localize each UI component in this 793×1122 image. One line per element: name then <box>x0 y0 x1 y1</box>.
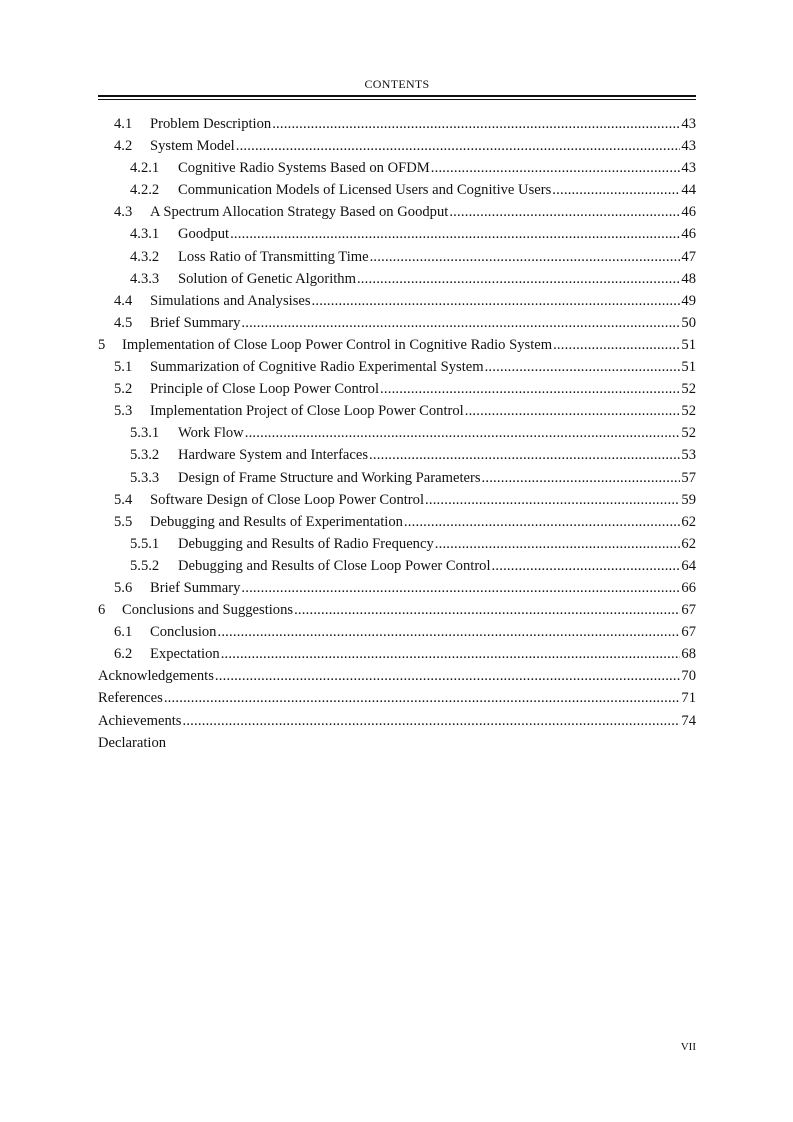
toc-entry-number: 4.5 <box>114 314 133 331</box>
toc-entry-page: 59 <box>681 491 696 508</box>
toc-entry-title: Expectation <box>150 646 220 663</box>
toc-dot-leader <box>485 356 681 378</box>
toc-entry-title: Principle of Close Loop Power Control <box>150 381 380 398</box>
toc-entry-number: 4.4 <box>114 292 133 309</box>
toc-entry-page: 49 <box>681 292 696 309</box>
toc-entry-page: 43 <box>681 116 696 132</box>
toc-entry-page: 68 <box>681 646 696 663</box>
table-of-contents <box>98 113 696 754</box>
toc-entry-number: 5.1 <box>114 359 133 376</box>
header-rule-thick <box>98 95 696 97</box>
toc-entry-title: Declaration <box>98 734 167 751</box>
toc-entry[interactable] <box>98 179 696 201</box>
toc-entry-page: 62 <box>681 535 696 552</box>
toc-entry-page: 44 <box>681 182 696 199</box>
toc-entry-title: Achievements <box>98 712 182 729</box>
toc-entry-page: 47 <box>681 248 696 265</box>
toc-entry-title: System Model <box>150 138 235 155</box>
toc-entry[interactable] <box>98 334 696 356</box>
toc-entry-number: 4.3.2 <box>130 248 160 265</box>
toc-entry-number: 5.5 <box>114 513 133 530</box>
toc-entry-page: 46 <box>681 204 696 221</box>
toc-entry[interactable] <box>98 444 696 466</box>
toc-entry-title: Hardware System and Interfaces <box>178 447 369 464</box>
toc-dot-leader <box>435 533 681 555</box>
toc-dot-leader <box>465 400 681 422</box>
toc-entry-title: Design of Frame Structure and Working Parameters <box>178 469 481 486</box>
toc-entry-page: 48 <box>681 270 696 287</box>
toc-dot-leader <box>245 422 681 444</box>
toc-entry-title: Communication Models of Licensed Users and Cognitive Users <box>178 182 552 199</box>
toc-dot-leader <box>369 444 680 466</box>
toc-entry-number: 5.3.1 <box>130 425 160 442</box>
toc-entry-number: 6.1 <box>114 624 133 641</box>
toc-entry[interactable] <box>98 621 696 643</box>
toc-entry[interactable] <box>98 201 696 223</box>
toc-dot-leader <box>425 489 680 511</box>
toc-dot-leader <box>380 378 680 400</box>
toc-entry-title: Work Flow <box>178 425 244 442</box>
toc-entry[interactable] <box>98 599 696 621</box>
toc-dot-leader <box>431 157 681 179</box>
toc-entry[interactable] <box>98 246 696 268</box>
toc-entry[interactable] <box>98 378 696 400</box>
toc-entry-page: 51 <box>681 336 696 353</box>
toc-entry-number: 4.3.1 <box>130 226 160 243</box>
toc-entry-page: 52 <box>681 381 696 398</box>
toc-dot-leader <box>182 710 680 732</box>
toc-dot-leader <box>241 312 680 334</box>
toc-entry-title: References <box>98 690 163 707</box>
toc-entry-title: Brief Summary <box>150 579 241 596</box>
toc-entry-title: Debugging and Results of Close Loop Power Control <box>178 557 491 574</box>
toc-entry[interactable] <box>98 489 696 511</box>
toc-entry-number: 4.1 <box>114 116 133 132</box>
toc-entry-page: 51 <box>681 359 696 376</box>
toc-entry[interactable] <box>98 533 696 555</box>
toc-entry-number: 5.5.2 <box>130 557 160 574</box>
toc-dot-leader <box>312 290 681 312</box>
toc-entry[interactable] <box>98 135 696 157</box>
toc-entry-page: 46 <box>681 226 696 243</box>
toc-entry-title: Goodput <box>178 226 230 243</box>
toc-entry-page: 50 <box>681 314 696 331</box>
toc-entry-page: 53 <box>681 447 696 464</box>
toc-entry-number: 6 <box>98 602 106 619</box>
toc-dot-leader <box>357 268 680 290</box>
toc-entry-number: 5.3 <box>114 403 133 420</box>
toc-entry-page: 52 <box>681 425 696 442</box>
toc-entry-title: Implementation of Close Loop Power Control in Cognitive Radio System <box>122 336 553 353</box>
toc-dot-leader <box>492 555 681 577</box>
toc-entry-page: 70 <box>681 668 696 685</box>
toc-entry[interactable] <box>98 113 696 135</box>
toc-entry[interactable] <box>98 290 696 312</box>
toc-entry-number: 5.5.1 <box>130 535 160 552</box>
toc-entry-number: 6.2 <box>114 646 133 663</box>
toc-entry-page: 62 <box>681 513 696 530</box>
toc-entry-number: 5.6 <box>114 579 133 596</box>
toc-entry[interactable] <box>98 356 696 378</box>
toc-dot-leader <box>215 665 680 687</box>
toc-entry[interactable] <box>98 157 696 179</box>
toc-entry[interactable] <box>98 665 696 687</box>
toc-entry-page: 67 <box>681 624 696 641</box>
toc-entry-page: 43 <box>681 160 696 177</box>
toc-entry-number: 4.2.1 <box>130 160 160 177</box>
toc-entry-page: 67 <box>681 602 696 619</box>
toc-entry[interactable] <box>98 710 696 732</box>
toc-entry-title: Problem Description <box>150 116 272 132</box>
toc-dot-leader <box>241 577 680 599</box>
toc-dot-leader <box>553 334 680 356</box>
toc-entry-title: Simulations and Analysises <box>150 292 311 309</box>
toc-dot-leader <box>449 201 680 223</box>
toc-entry-page: 64 <box>681 557 696 574</box>
toc-entry[interactable] <box>98 467 696 489</box>
toc-entry[interactable] <box>98 687 696 709</box>
toc-entry-number: 4.2.2 <box>130 182 160 199</box>
toc-entry[interactable] <box>98 577 696 599</box>
toc-entry-page: 71 <box>681 690 696 707</box>
toc-entry-page: 43 <box>681 138 696 155</box>
toc-entry-number: 5.3.3 <box>130 469 160 486</box>
toc-entry-title: Debugging and Results of Experimentation <box>150 513 403 530</box>
toc-entry-number: 4.3.3 <box>130 270 160 287</box>
toc-dot-leader <box>370 246 681 268</box>
toc-entry[interactable] <box>98 643 696 665</box>
toc-entry-title: Cognitive Radio Systems Based on OFDM <box>178 160 430 177</box>
toc-entry[interactable] <box>98 511 696 533</box>
toc-entry-title: Summarization of Cognitive Radio Experimental System <box>150 359 484 376</box>
toc-entry-page: 52 <box>681 403 696 420</box>
toc-entry-number: 4.2 <box>114 138 133 155</box>
toc-entry-number: 5 <box>98 336 106 353</box>
toc-entry-number: 5.3.2 <box>130 447 160 464</box>
toc-entry-page: 57 <box>681 469 696 486</box>
toc-dot-leader <box>164 687 681 709</box>
page-number: VII <box>680 1041 696 1053</box>
toc-entry-title: Loss Ratio of Transmitting Time <box>178 248 369 265</box>
toc-dot-leader <box>217 621 680 643</box>
toc-entry-number: 5.4 <box>114 491 133 508</box>
toc-entry-title: Software Design of Close Loop Power Control <box>150 491 425 508</box>
toc-entry-number: 5.2 <box>114 381 133 398</box>
toc-dot-leader <box>482 467 681 489</box>
toc-entry[interactable] <box>98 732 696 754</box>
toc-entry-page: 74 <box>681 712 696 729</box>
toc-entry-title: Brief Summary <box>150 314 241 331</box>
toc-entry-title: Conclusions and Suggestions <box>122 602 294 619</box>
toc-entry[interactable] <box>98 555 696 577</box>
toc-dot-leader <box>552 179 680 201</box>
toc-dot-leader <box>221 643 681 665</box>
toc-entry-title: Solution of Genetic Algorithm <box>178 270 356 287</box>
toc-entry-title: Conclusion <box>150 624 217 641</box>
toc-dot-leader <box>236 135 681 157</box>
running-header-title: CONTENTS <box>364 77 430 91</box>
toc-dot-leader <box>404 511 680 533</box>
toc-entry[interactable] <box>98 223 696 245</box>
toc-entry-page: 66 <box>681 579 696 596</box>
toc-dot-leader <box>294 599 680 621</box>
toc-entry-title: Implementation Project of Close Loop Power Control <box>150 403 464 420</box>
toc-dot-leader <box>272 113 680 135</box>
header-rule-thin <box>98 99 696 100</box>
toc-entry-title: Debugging and Results of Radio Frequency <box>178 535 434 552</box>
toc-entry[interactable] <box>98 268 696 290</box>
toc-entry-title: Acknowledgements <box>98 668 214 685</box>
toc-entry[interactable] <box>98 312 696 334</box>
toc-entry-number: 4.3 <box>114 204 133 221</box>
toc-dot-leader <box>230 223 680 245</box>
toc-entry[interactable] <box>98 422 696 444</box>
toc-entry-title: A Spectrum Allocation Strategy Based on Goodput <box>150 204 449 221</box>
toc-entry[interactable] <box>98 400 696 422</box>
